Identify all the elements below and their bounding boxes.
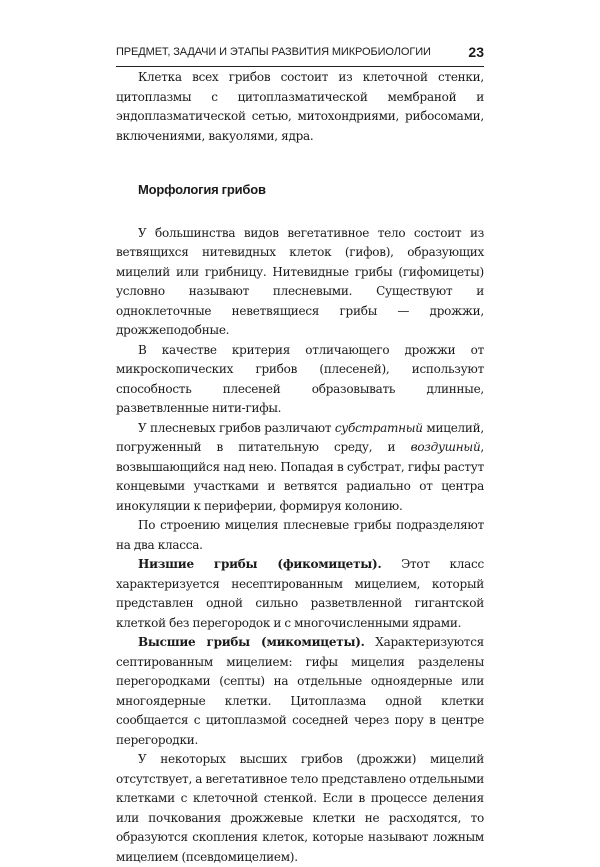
page-number: 23 [468,44,484,60]
term-substrate-mycelium: субстратный [334,420,423,435]
page-body [116,68,484,867]
paragraph-3-part-a: У плесневых грибов различают [138,420,335,435]
running-head: ПРЕДМЕТ, ЗАДАЧИ И ЭТАПЫ РАЗВИТИЯ МИКРОБИОЛОГИИ [116,46,431,58]
page-header [116,44,484,67]
paragraph-4: По строению мицелия плесневые грибы подразделяют на два класса. [116,518,484,552]
paragraph-5 [116,555,484,633]
paragraph-3-part-b: мицелий, погруженный в питательную среду, и [116,420,484,454]
paragraph-5-text: Этот класс характеризуется несептированным мицелием, который представлен одной сильно разветвленной гигантской клеткой без перегородок и с многочисленными ядрами. [116,557,484,630]
term-aerial-mycelium: воздушный [410,440,481,454]
paragraph-7: У некоторых высших грибов (дрожжи) мицелий отсутствует, а вегетативное тело представлено отдельными клетками с клеточной стенкой. Если в процессе деления или почкования дрожжевые клетки не расходятся, то образуются скопления клеток, которые называют ложным мицелием (псевдомицелием). [116,752,484,864]
paragraph-2: В качестве критерия отличающего дрожжи от микроскопических грибов (плесеней), используют способность плесеней образовывать длинные, разветвленные нити-гифы. [116,342,484,415]
paragraph-3-part-c: , возвышающийся над нею. Попадая в субстрат, гифы растут концевыми участками и ветвятся радиально от центра инокуляции к периферии, формируя колонию. [116,440,484,513]
term-higher-fungi: Высшие грибы (микомицеты). [138,635,365,649]
term-lower-fungi: Низшие грибы (фикомицеты). [138,557,382,571]
paragraph-6-text: Характеризуются септированным мицелием: гифы мицелия разделены перегородками (септы) на отдельные одноядерные или многоядерные клетки. Цитоплазма одной клетки сообщается с цитоплазмой соседней через пору в центре перегородки. [116,635,484,747]
paragraph-6 [116,633,484,750]
section-heading: Морфология грибов [138,182,266,197]
paragraph-1: У большинства видов вегетативное тело состоит из ветвящихся нитевидных клеток (гифов), образующих мицелий или грибницу. Нитевидные грибы (гифомицеты) условно называют плесневыми. Существуют и одноклеточные неветвящиеся грибы — дрожжи, дрожжеподобные. [116,225,484,337]
intro-paragraph: Клетка всех грибов состоит из клеточной стенки, цитоплазмы с цитоплазматической мембраной и эндоплазматической сетью, митохондриями, рибосомами, включениями, вакуолями, ядра. [116,70,484,143]
paragraph-3 [116,419,484,517]
